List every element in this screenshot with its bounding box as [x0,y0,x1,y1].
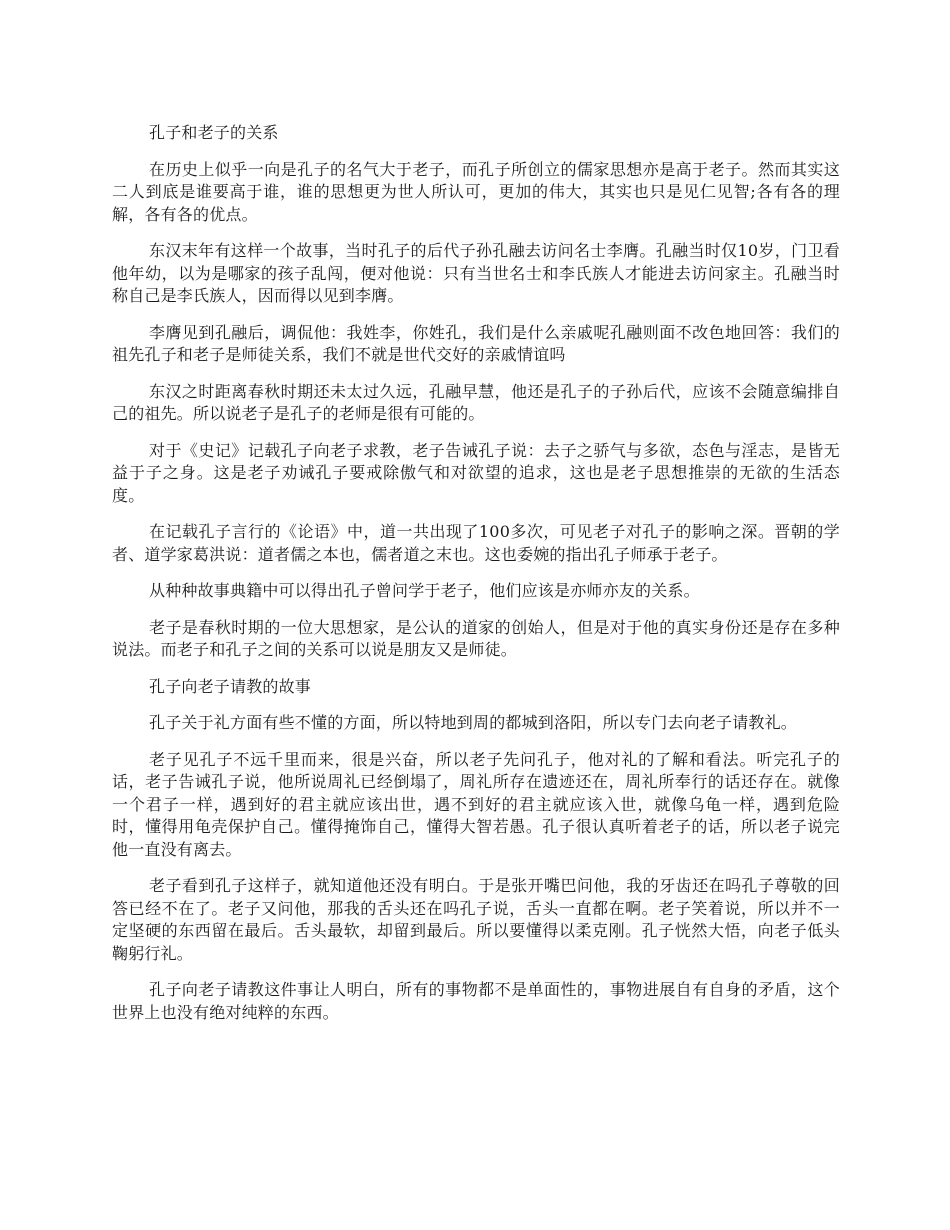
paragraph-4: 东汉之时距离春秋时期还未太过久远，孔融早慧，他还是孔子的子孙后代，应该不会随意编排自己的祖先。所以说老子是孔子的老师是很有可能的。 [112,381,840,423]
paragraph-3: 李膺见到孔融后，调侃他：我姓李，你姓孔，我们是什么亲戚呢孔融则面不改色地回答：我们的祖先孔子和老子是师徒关系，我们不就是世代交好的亲戚情谊吗 [112,322,840,364]
paragraph-7: 从种种故事典籍中可以得出孔子曾问学于老子，他们应该是亦师亦友的关系。 [149,581,700,600]
paragraph-5: 对于《史记》记载孔子向老子求教，老子告诫孔子说：去子之骄气与多欲，态色与淫志，是皆无益于子之身。这是老子劝诫孔子要戒除傲气和对欲望的追求，这也是老子思想推崇的无欲的生活态度。 [112,440,840,505]
paragraph-12: 孔子向老子请教这件事让人明白，所有的事物都不是单面性的，事物进展自有自身的矛盾，这个世界上也没有绝对纯粹的东西。 [112,980,840,1022]
document-title: 孔子和老子的关系 [149,123,279,142]
paragraph-11: 老子看到孔子这样子，就知道他还没有明白。于是张开嘴巴问他，我的牙齿还在吗孔子尊敬的回答已经不在了。老子又问他，那我的舌头还在吗孔子说，舌头一直都在啊。老子笑着说，所以并不一定坚硬的东西留在最后。舌头最软，却留到最后。所以要懂得以柔克刚。孔子恍然大悟，向老子低头鞠躬行礼。 [112,876,840,963]
paragraph-8: 老子是春秋时期的一位大思想家，是公认的道家的创始人，但是对于他的真实身份还是存在多种说法。而老子和孔子之间的关系可以说是朋友又是师徒。 [112,617,840,659]
paragraph-2: 东汉末年有这样一个故事，当时孔子的后代子孙孔融去访问名士李膺。孔融当时仅10岁，门卫看他年幼，以为是哪家的孩子乱闯，便对他说：只有当世名士和李氏族人才能进去访问家主。孔融当时称自己是李氏族人，因而得以见到李膺。 [112,241,840,305]
section-subtitle: 孔子向老子请教的故事 [149,676,312,696]
paragraph-1: 在历史上似乎一向是孔子的名气大于老子，而孔子所创立的儒家思想亦是高于老子。然而其实这二人到底是谁要高于谁，谁的思想更为世人所认可，更加的伟大，其实也只是见仁见智;各有各的理解，各有各的优点。 [112,159,840,224]
paragraph-9: 孔子关于礼方面有些不懂的方面，所以特地到周的都城到洛阳，所以专门去向老子请教礼。 [149,713,798,732]
paragraph-6: 在记载孔子言行的《论语》中，道一共出现了100多次，可见老子对孔子的影响之深。晋朝的学者、道学家葛洪说：道者儒之本也，儒者道之末也。这也委婉的指出孔子师承于老子。 [112,522,840,564]
paragraph-10: 老子见孔子不远千里而来，很是兴奋，所以老子先问孔子，他对礼的了解和看法。听完孔子的话，老子告诫孔子说，他所说周礼已经倒塌了，周礼所存在遗迹还在，周礼所奉行的话还存在。就像一个君子一样，遇到好的君主就应该出世，遇不到好的君主就应该入世，就像乌龟一样，遇到危险时，懂得用龟壳保护自己。懂得掩饰自己，懂得大智若愚。孔子很认真听着老子的话，所以老子说完他一直没有离去。 [112,749,840,859]
document-page [112,122,840,1038]
